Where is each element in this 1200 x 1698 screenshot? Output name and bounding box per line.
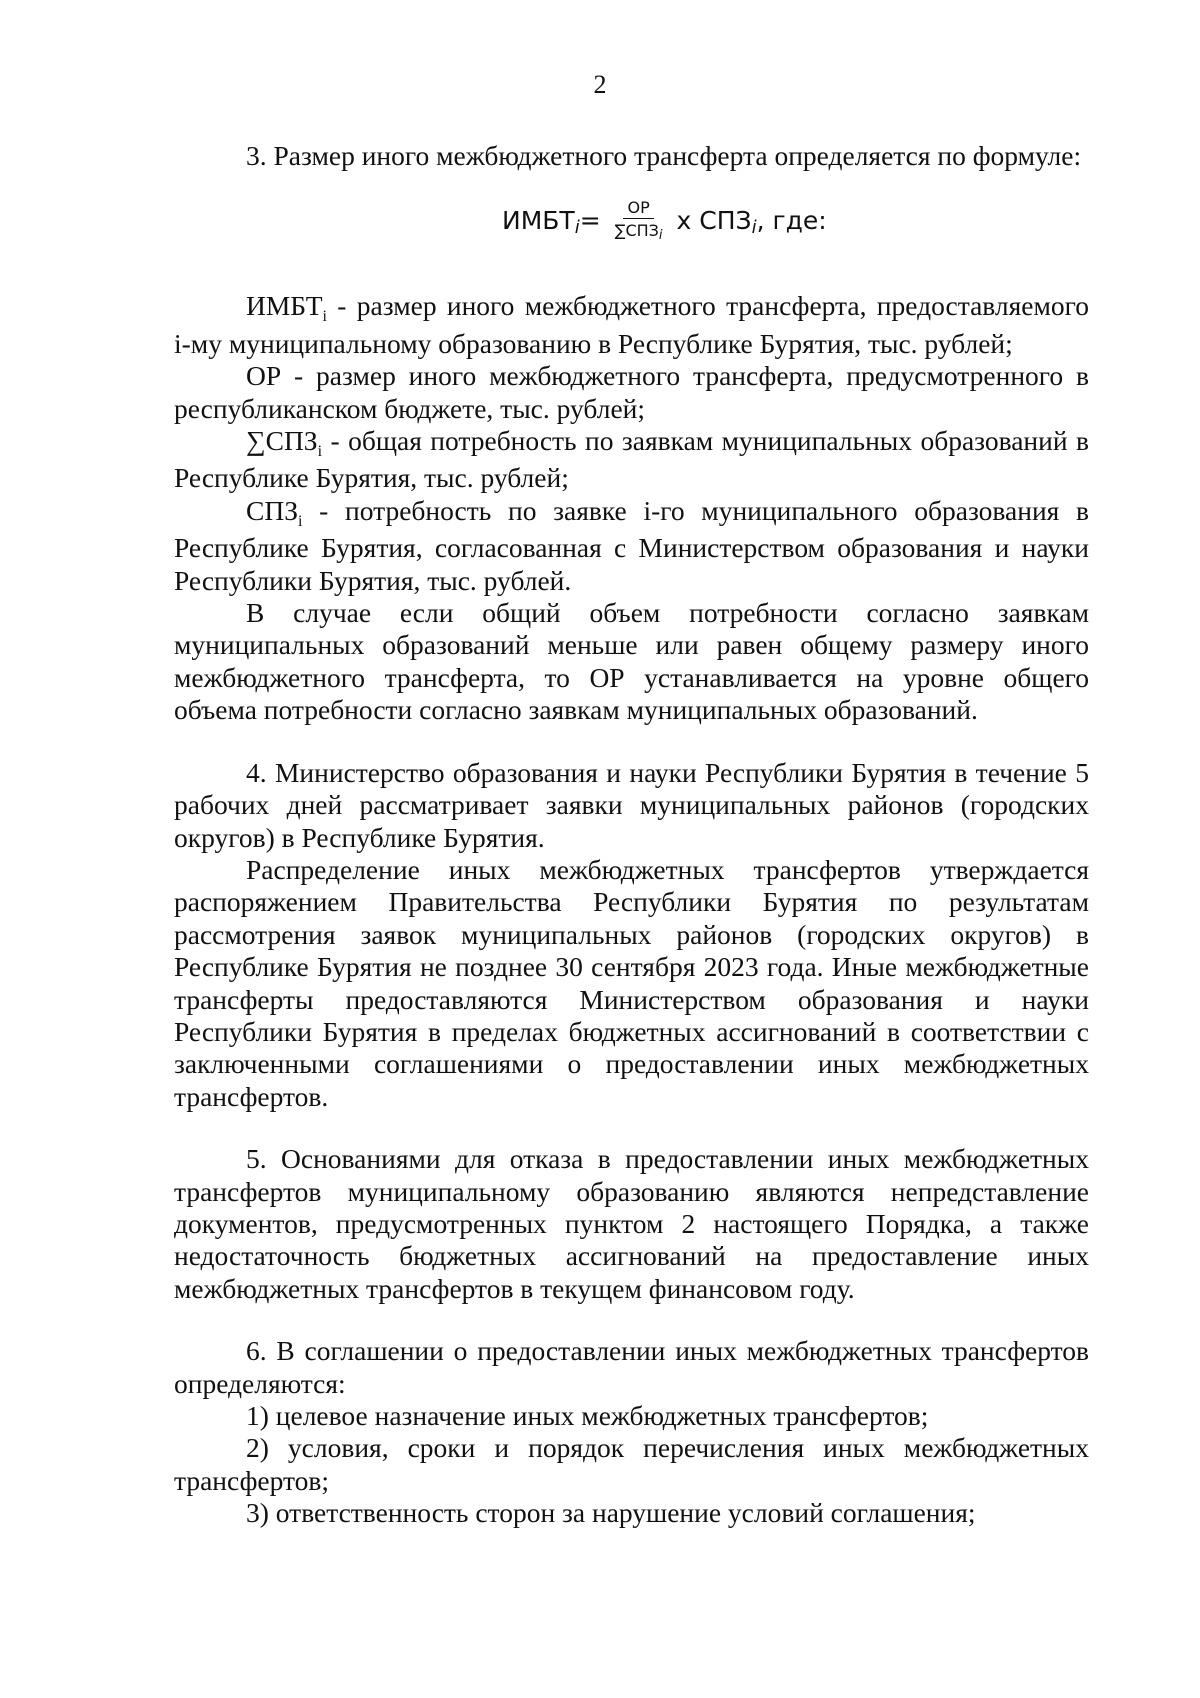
formula-times-index: i — [751, 216, 757, 238]
term-sum-spz-index: i — [317, 443, 323, 461]
formula-block — [174, 172, 1089, 290]
definition-sum-spz — [174, 425, 1089, 495]
formula-lhs: ИМБТ — [502, 205, 575, 235]
definition-or: ОР - размер иного межбюджетного трансферта, предусмотренного в республиканском бюджете, тыс. рублей; — [174, 360, 1089, 424]
spacer — [174, 1305, 1089, 1335]
formula-lhs-index: i — [574, 216, 580, 238]
formula-times: х СПЗ — [676, 205, 752, 235]
page-number: 2 — [593, 70, 607, 99]
paragraph-6-item-1: 1) целевое назначение иных межбюджетных трансфертов; — [246, 1400, 929, 1431]
formula-fraction — [611, 198, 667, 243]
formula-denominator: ∑СПЗ — [614, 221, 659, 241]
term-imbt: ИМБТ — [246, 290, 323, 322]
paragraph-6: 6. В соглашении о предоставлении иных межбюджетных трансфертов определяются: — [174, 1335, 1089, 1399]
spacer — [174, 727, 1089, 757]
paragraph-5: 5. Основаниями для отказа в предоставлении иных межбюджетных трансфертов муниципальному образованию являются непредставление документов, предусмотренных пунктом 2 настоящего Порядка, а также недостаточность бюджетных ассигнований на предоставление иных межбюджетных трансфертов в текущем финансовом году. — [174, 1143, 1089, 1304]
paragraph-4-distribution: Распределение иных межбюджетных трансфертов утверждается распоряжением Правительства Республики Бурятия по результатам рассмотрения заявок муниципальных районов (городских округов) в Республике Бурятия не позднее 30 сентября 2023 года. Иные межбюджетные трансферты предоставляются Министерством образования и науки Республики Бурятия в пределах бюджетных ассигнований в соответствии с заключенными соглашениями о предоставлении иных межбюджетных трансфертов. — [174, 853, 1089, 1112]
document-body — [174, 140, 1089, 1530]
paragraph-4: 4. Министерство образования и науки Республики Бурятия в течение 5 рабочих дней рассматривает заявки муниципальных районов (городских округов) в Республике Бурятия. — [174, 756, 1089, 853]
definition-imbt — [174, 290, 1089, 360]
formula-numerator: ОР — [623, 198, 653, 219]
term-imbt-index: i — [322, 308, 327, 326]
formula — [502, 198, 827, 243]
term-spz: СПЗ — [246, 494, 298, 526]
formula-equals: = — [579, 205, 601, 235]
formula-denominator-index: i — [658, 228, 663, 244]
definition-sum-spz-text: - общая потребность по заявкам муниципальных образований в Республике Бурятия, тыс. рублей; — [174, 425, 1089, 494]
paragraph-6-item-3: 3) ответственность сторон за нарушение условий соглашения; — [246, 1497, 976, 1529]
formula-tail: , где: — [756, 205, 827, 235]
definition-spz — [174, 495, 1089, 597]
paragraph-3-intro: 3. Размер иного межбюджетного трансферта определяется по формуле: — [246, 140, 1082, 171]
paragraph-3-case: В случае если общий объем потребности согласно заявкам муниципальных образований меньше или равен общему размеру иного межбюджетного трансферта, то ОР устанавливается на уровне общего объема потребности согласно заявкам муниципальных образований. — [174, 597, 1089, 726]
term-spz-index: i — [297, 512, 303, 530]
paragraph-6-item-2: 2) условия, сроки и порядок перечисления иных межбюджетных трансфертов; — [174, 1432, 1089, 1496]
definition-imbt-text: - размер иного межбюджетного трансферта, предоставляемого i-му муниципальному образованию в Республике Бурятия, тыс. рублей; — [174, 290, 1089, 359]
term-sum-spz: ∑СПЗ — [246, 425, 318, 457]
formula-denominator-wrap — [611, 219, 667, 243]
definition-spz-text: - потребность по заявке i-го муниципального образования в Республике Бурятия, согласованная с Министерством образования и науки Республики Бурятия, тыс. рублей. — [174, 494, 1089, 596]
spacer — [174, 1113, 1089, 1143]
